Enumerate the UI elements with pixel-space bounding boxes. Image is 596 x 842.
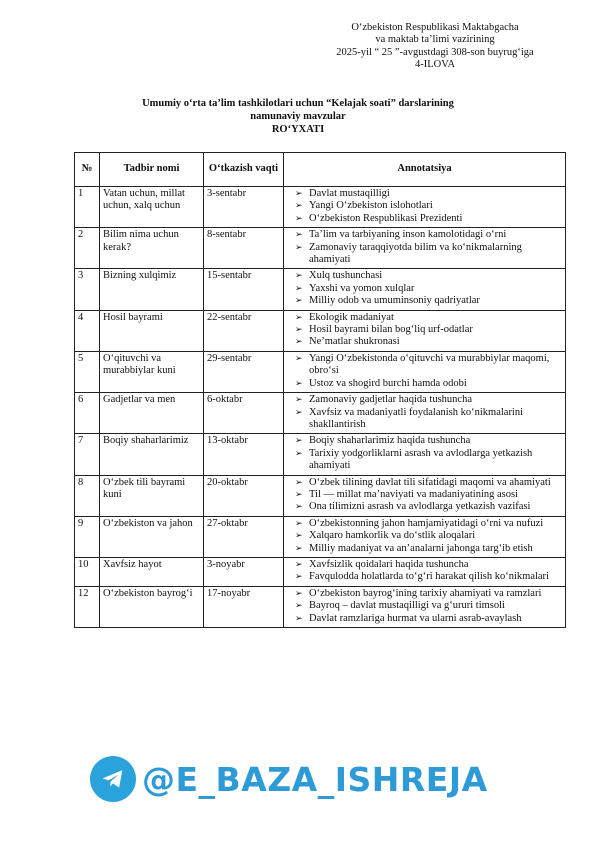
arrow-bullet-icon: ➢ [295,588,303,599]
column-header-annotation: Annotatsiya [284,153,566,187]
annotation-text: Boqiy shaharlarimiz haqida tushuncha [309,435,471,447]
order-reference [300,22,570,72]
row-number: 5 [75,351,100,392]
row-number: 6 [75,393,100,434]
annotation-text: Davlat mustaqilligi [309,188,390,199]
header-line-3: 2025-yil “ 25 ”-avgustdagi 308-son buyrug‘iga [336,46,534,58]
annotation-cell [284,475,566,516]
table-row [75,586,566,627]
event-name: O‘zbek tili bayrami kuni [100,475,204,516]
table-row [75,228,566,269]
annotation-text: O‘zbekiston Respublikasi Prezidenti [309,212,463,224]
event-date: 6-oktabr [204,393,284,434]
annotation-text: Til — millat ma’naviyati va madaniyatining asosi [309,488,519,500]
event-date: 3-sentabr [204,187,284,228]
arrow-bullet-icon: ➢ [295,543,303,554]
arrow-bullet-icon: ➢ [295,559,303,570]
annotation-text: Davlat ramzlariga hurmat va ularni asrab-avaylash [309,612,522,624]
row-number: 1 [75,187,100,228]
event-name: O‘zbekiston bayrog‘i [100,586,204,627]
annotation-cell [284,310,566,351]
annotation-item [287,324,562,336]
event-date: 22-sentabr [204,310,284,351]
annotation-item [287,295,562,307]
row-number: 8 [75,475,100,516]
arrow-bullet-icon: ➢ [295,296,303,307]
table-row [75,351,566,392]
column-header-number: № [75,153,100,187]
annotation-item [287,242,562,267]
annotation-cell [284,187,566,228]
arrow-bullet-icon: ➢ [295,489,303,500]
annotation-list [287,270,562,307]
header-line-1: O‘zbekiston Respublikasi Maktabgacha [351,22,519,33]
row-number: 12 [75,586,100,627]
arrow-bullet-icon: ➢ [295,353,303,364]
row-number: 3 [75,269,100,310]
annotation-item [287,571,562,583]
annotation-item [287,188,562,200]
event-date: 8-sentabr [204,228,284,269]
arrow-bullet-icon: ➢ [295,325,303,336]
header-line-4: 4-ILOVA [414,59,456,71]
table-row [75,187,566,228]
annotation-text: Ustoz va shogird burchi hamda odobi [309,377,467,389]
annotation-item [287,518,562,530]
row-number: 4 [75,310,100,351]
annotation-list [287,435,562,472]
arrow-bullet-icon: ➢ [295,201,303,212]
annotation-item [287,543,562,555]
annotation-cell [284,434,566,475]
table-row [75,475,566,516]
arrow-bullet-icon: ➢ [295,407,303,418]
annotation-item [287,336,562,348]
channel-handle: @E_BAZA_ISHREJA [142,759,488,799]
annotation-cell [284,228,566,269]
event-name: Boqiy shaharlarimiz [100,434,204,475]
title-line-3: RO‘YXATI [271,123,325,135]
annotation-list [287,588,562,625]
annotation-text: Xalqaro hamkorlik va do‘stlik aloqalari [309,530,476,542]
annotation-text: Ekologik madaniyat [309,311,394,323]
event-date: 15-sentabr [204,269,284,310]
arrow-bullet-icon: ➢ [295,242,303,253]
annotation-text: Bayroq – davlat mustaqilligi va g‘ururi timsoli [309,600,505,612]
table-row [75,269,566,310]
arrow-bullet-icon: ➢ [295,613,303,624]
event-name: Gadjetlar va men [100,393,204,434]
annotation-text: Yangi O‘zbekiston islohotlari [309,200,433,212]
annotation-cell [284,269,566,310]
telegram-banner [90,750,530,808]
annotation-cell [284,351,566,392]
table-row [75,310,566,351]
annotation-item [287,559,562,571]
annotation-item [287,229,562,241]
annotation-item [287,312,562,324]
header-line-2: va maktab ta’limi vazirining [375,34,495,46]
table-row [75,516,566,557]
column-header-name: Tadbir nomi [100,153,204,187]
event-name: O‘zbekiston va jahon [100,516,204,557]
table-header-row [75,153,566,187]
event-name: Bilim nima uchun kerak? [100,228,204,269]
arrow-bullet-icon: ➢ [295,395,303,406]
annotation-text: Ona tilimizni asrash va avlodlarga yetkazish vazifasi [309,501,531,513]
annotation-text: Xavfsiz va madaniyatli foydalanish ko‘nikmalarini shakllantirish [309,406,524,430]
row-number: 7 [75,434,100,475]
arrow-bullet-icon: ➢ [295,312,303,323]
annotation-list [287,312,562,349]
telegram-icon [90,756,136,802]
arrow-bullet-icon: ➢ [295,502,303,513]
event-name: Hosil bayrami [100,310,204,351]
arrow-bullet-icon: ➢ [295,572,303,583]
annotation-text: Favqulodda holatlarda to‘g‘ri harakat qilish ko‘nikmalari [309,571,549,583]
event-name: Vatan uchun, millat uchun, xalq uchun [100,187,204,228]
annotation-item [287,477,562,489]
annotation-list [287,477,562,514]
annotation-cell [284,393,566,434]
arrow-bullet-icon: ➢ [295,283,303,294]
annotation-text: O‘zbekiston bayrog‘ining tarixiy ahamiyati va ramzlari [309,587,542,599]
annotation-item [287,588,562,600]
annotation-item [287,270,562,282]
title-line-1: Umumiy o‘rta ta’lim tashkilotlari uchun “Kelajak soati” darslarining [142,98,454,109]
annotation-item [287,613,562,625]
arrow-bullet-icon: ➢ [295,189,303,199]
event-name: O‘qituvchi va murabbiylar kuni [100,351,204,392]
table-row [75,434,566,475]
annotation-item [287,501,562,513]
row-number: 9 [75,516,100,557]
arrow-bullet-icon: ➢ [295,448,303,459]
row-number: 10 [75,557,100,586]
annotation-list [287,559,562,584]
arrow-bullet-icon: ➢ [295,230,303,241]
annotation-item [287,600,562,612]
table-row [75,557,566,586]
arrow-bullet-icon: ➢ [295,531,303,542]
arrow-bullet-icon: ➢ [295,337,303,348]
arrow-bullet-icon: ➢ [295,378,303,389]
arrow-bullet-icon: ➢ [295,213,303,224]
annotation-cell [284,557,566,586]
annotation-text: O‘zbekistonning jahon hamjamiyatidagi o‘rni va nufuzi [309,517,544,529]
annotation-item [287,353,562,378]
annotation-text: Hosil bayrami bilan bog‘liq urf-odatlar [309,324,473,336]
annotation-text: Xulq tushunchasi [309,270,383,282]
annotation-text: O‘zbek tilining davlat tili sifatidagi maqomi va ahamiyati [309,476,551,488]
annotation-item [287,378,562,390]
annotation-text: Zamonaviy gadjetlar haqida tushuncha [309,394,472,406]
annotation-item [287,489,562,501]
event-date: 27-oktabr [204,516,284,557]
annotation-text: Xavfsizlik qoidalari haqida tushuncha [309,558,469,570]
event-date: 3-noyabr [204,557,284,586]
annotation-text: Yaxshi va yomon xulqlar [309,282,415,294]
annotation-item [287,407,562,432]
annotation-cell [284,586,566,627]
column-header-date: O‘tkazish vaqti [204,153,284,187]
annotation-list [287,518,562,555]
arrow-bullet-icon: ➢ [295,271,303,282]
annotation-text: Ne’matlar shukronasi [309,336,400,348]
event-name: Xavfsiz hayot [100,557,204,586]
annotation-list [287,394,562,431]
annotation-list [287,188,562,225]
topics-table [74,152,566,628]
annotation-list [287,353,562,390]
event-date: 20-oktabr [204,475,284,516]
event-date: 13-oktabr [204,434,284,475]
annotation-text: Milliy madaniyat va an’analarni jahonga targ‘ib etish [309,542,533,554]
annotation-text: Tarixiy yodgorliklarni asrash va avlodlarga yetkazish ahamiyati [309,447,533,472]
annotation-list [287,229,562,266]
annotation-item [287,448,562,473]
annotation-item [287,530,562,542]
annotation-text: Zamonaviy taraqqiyotda bilim va ko‘nikmalarning ahamiyati [309,241,522,266]
annotation-cell [284,516,566,557]
table-body [75,187,566,628]
annotation-text: Yangi O‘zbekistonda o‘qituvchi va murabbiylar maqomi, obro‘si [309,352,550,377]
annotation-item [287,394,562,406]
title-line-2: namunaviy mavzular [250,110,346,122]
document-title [60,98,536,136]
annotation-item [287,213,562,225]
event-date: 29-sentabr [204,351,284,392]
annotation-item [287,200,562,212]
row-number: 2 [75,228,100,269]
arrow-bullet-icon: ➢ [295,601,303,612]
annotation-text: Ta’lim va tarbiyaning inson kamolotidagi o‘rni [309,229,507,241]
annotation-item [287,283,562,295]
event-date: 17-noyabr [204,586,284,627]
annotation-text: Milliy odob va umuminsoniy qadriyatlar [309,295,480,307]
table-row [75,393,566,434]
arrow-bullet-icon: ➢ [295,436,303,447]
arrow-bullet-icon: ➢ [295,477,303,488]
annotation-item [287,435,562,447]
event-name: Bizning xulqimiz [100,269,204,310]
arrow-bullet-icon: ➢ [295,518,303,529]
